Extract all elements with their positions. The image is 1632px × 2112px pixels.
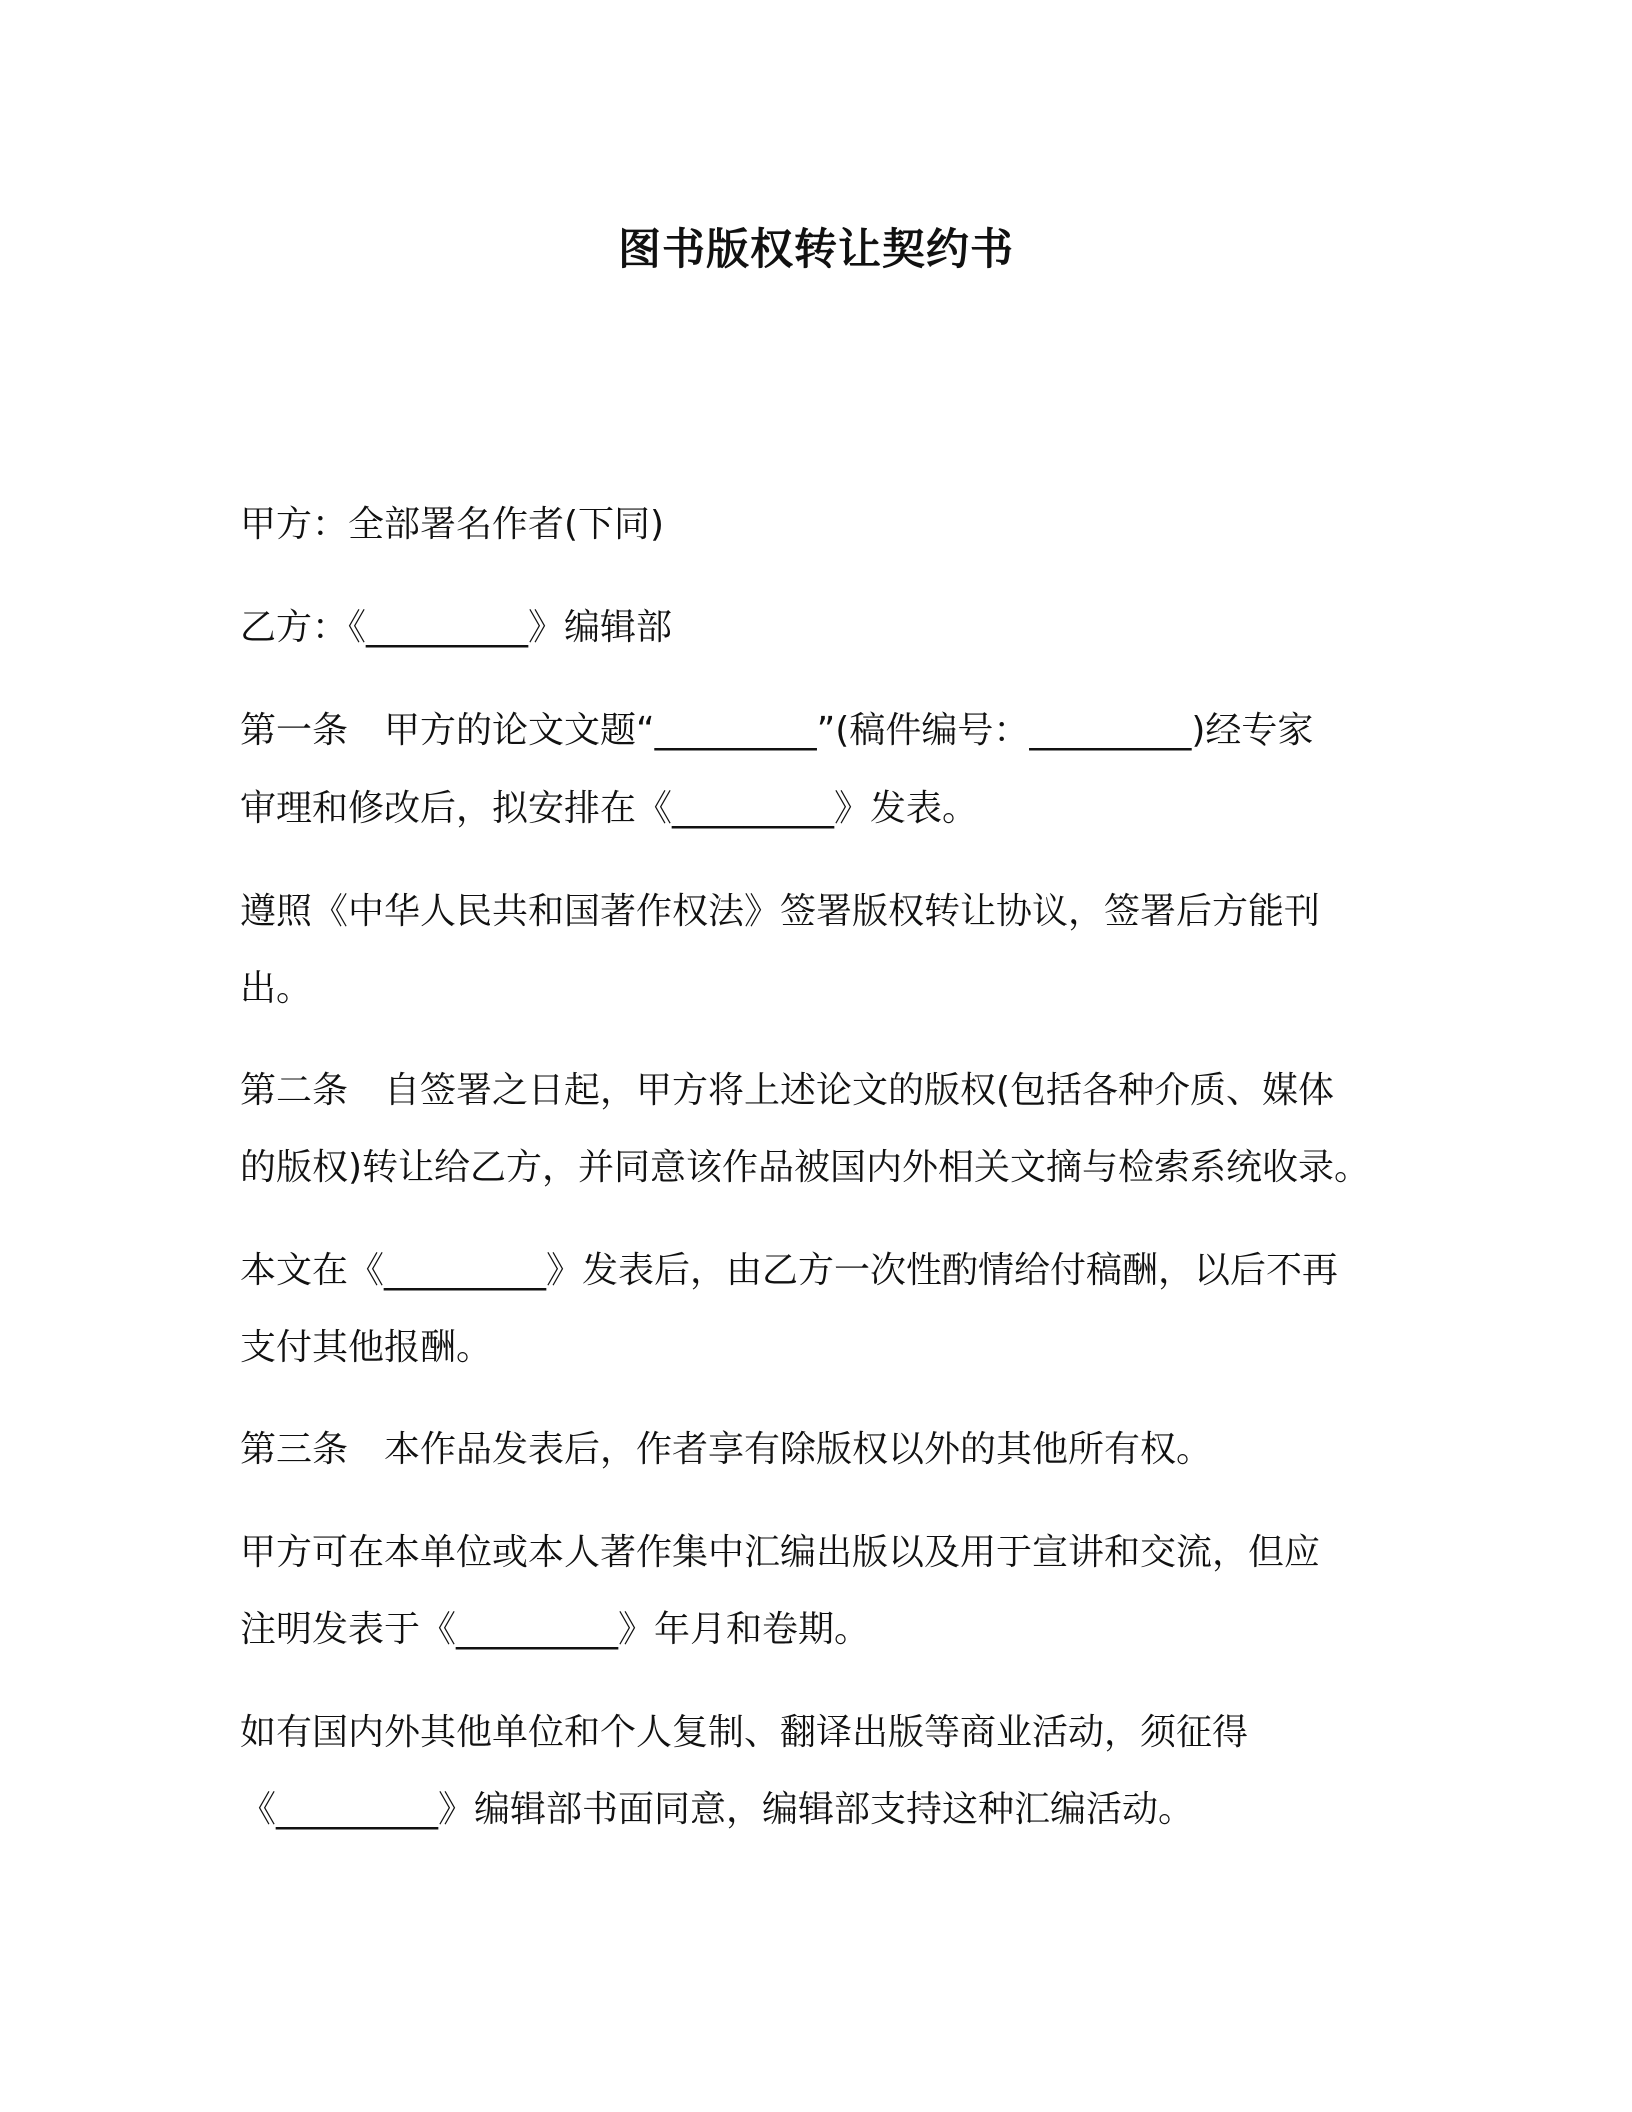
copyright-law-line-2: 出。 <box>240 968 313 1009</box>
commercial-use-line-2: 《_________》编辑部书面同意，编辑部支持这种汇编活动。 <box>240 1789 1195 1830</box>
payment-line-1: 本文在《_________》发表后，由乙方一次性酌情给付稿酬，以后不再 <box>240 1250 1339 1291</box>
copyright-law-line-1: 遵照《中华人民共和国著作权法》签署版权转让协议，签署后方能刊 <box>240 891 1321 932</box>
document-title: 图书版权转让契约书 <box>618 225 1014 275</box>
article-1-line-2: 审理和修改后，拟安排在《_________》发表。 <box>240 788 979 829</box>
compilation-line-2: 注明发表于《_________》年月和卷期。 <box>240 1609 871 1650</box>
party-a-line: 甲方：全部署名作者(下同) <box>240 504 665 545</box>
party-b-line: 乙方：《_________》编辑部 <box>240 607 673 648</box>
article-3-line-1: 第三条 本作品发表后，作者享有除版权以外的其他所有权。 <box>240 1429 1213 1470</box>
payment-line-2: 支付其他报酬。 <box>240 1327 493 1368</box>
article-2-line-2: 的版权)转让给乙方，并同意该作品被国内外相关文摘与检索系统收录。 <box>240 1147 1371 1188</box>
compilation-line-1: 甲方可在本单位或本人著作集中汇编出版以及用于宣讲和交流，但应 <box>240 1532 1321 1573</box>
article-2-line-1: 第二条 自签署之日起，甲方将上述论文的版权(包括各种介质、媒体 <box>240 1070 1335 1111</box>
article-1-line-1: 第一条 甲方的论文文题“_________”(稿件编号：_________)经专家 <box>240 710 1314 751</box>
commercial-use-line-1: 如有国内外其他单位和个人复制、翻译出版等商业活动，须征得 <box>240 1712 1249 1753</box>
